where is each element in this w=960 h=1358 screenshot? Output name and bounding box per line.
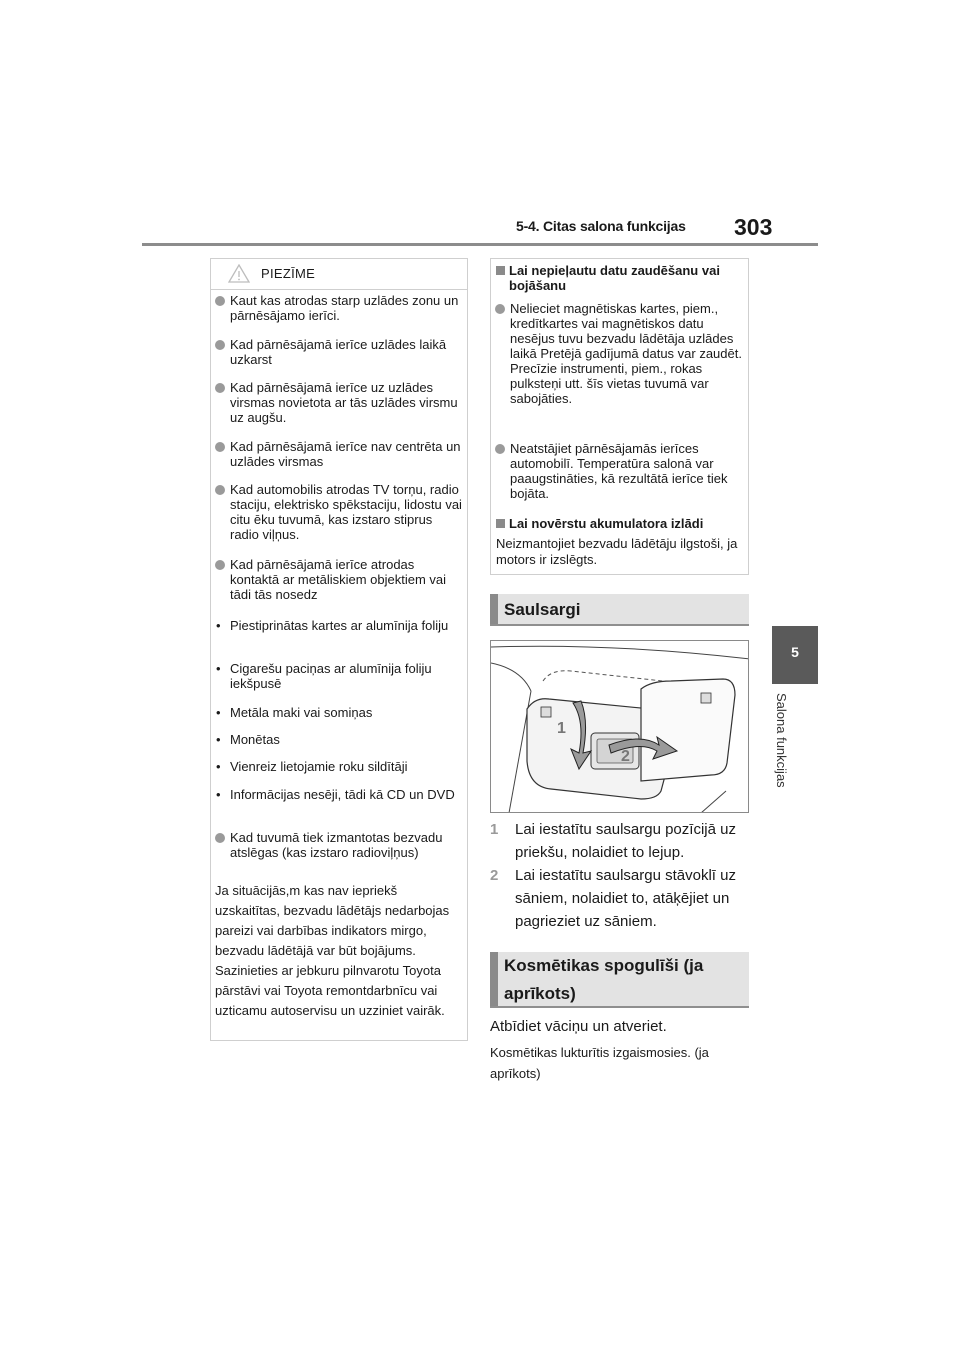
header-rule bbox=[142, 243, 818, 246]
note-title: PIEZĪME bbox=[261, 266, 316, 281]
chapter-label bbox=[774, 693, 808, 813]
warning-icon bbox=[228, 264, 250, 283]
mirror-note: Kosmētikas lukturītis izgaismosies. (ja aprīkots) bbox=[490, 1045, 709, 1081]
note-box: PIEZĪME Kaut kas atrodas starp uzlādes zonu un pārnēsājamo ierīci. Kad pārnēsājamā ierīce uzlādes laikā uzkarst Kad pārnēsājamā ierīce uz uzlādes virsmas novietota ar tās uzlādes virsmu uz augšu. Kad pārnēsājamā ierīce nav centrēta un uzlādes virsmas Kad automobilis atrodas TV torņu, radio staciju, elektrisko spēkstaciju, lidostu vai citu ēku tuvumā, kas izstaro stiprus radio viļņus. Kad pārnēsājamā ierīce atrodas kontaktā ar metāliskiem objektiem vai tādi tās nosedz • Piestiprinātas kartes ar alumīnija foliju • Cigarešu paciņas ar alumīnija foliju iekšpusē • Metāla maki vai somiņas • Monētas • Vienreiz lietojamie roku sildītāji • Informācijas nesēji, tādi kā CD un DVD Kad tuvumā tiek izmantotas bezvadu atslēgas (kas izstaro radioviļņus) Ja situācijās,m kas nav iepriekš uzskaitītas, bezvadu lādētājs nedarbojas pareizi vai darbības indikators mirgo, bezvadu lādētājā var būt bojājums. Sazinieties ar jebkuru pilnvarotu Toyota pārstāvi vai Toyota remontdarbnīcu vai uzticamu autoservisu un uzziniet vairāk. bbox=[210, 258, 468, 1041]
caution-text: Neizmantojiet bezvadu lādētāju ilgstoši, ja motors ir izslēgts. bbox=[496, 536, 738, 567]
bullet-circle-icon bbox=[215, 560, 225, 570]
page-number: 303 bbox=[734, 214, 773, 240]
square-bullet-icon bbox=[496, 519, 505, 528]
bullet-circle-icon bbox=[215, 383, 225, 393]
section-header-mirror: Kosmētikas spogulīši (ja aprīkots) bbox=[490, 952, 749, 1008]
caution-heading: Lai nepieļautu datu zaudēšanu vai bojāšanu bbox=[509, 263, 720, 293]
section-title: 5-4. Citas salona funkcijas bbox=[516, 218, 686, 234]
section-header-sunvisor: Saulsargi bbox=[490, 594, 749, 626]
bullet-circle-icon bbox=[215, 296, 225, 306]
bullet-circle-icon bbox=[495, 444, 505, 454]
square-bullet-icon bbox=[496, 266, 505, 275]
callout-1: 1 bbox=[557, 720, 566, 737]
sunvisor-drawing bbox=[491, 641, 749, 813]
mirror-instruction: Atbīdiet vāciņu un atveriet. bbox=[490, 1018, 667, 1035]
note-header bbox=[211, 259, 467, 290]
bullet-circle-icon bbox=[215, 485, 225, 495]
sunvisor-illustration bbox=[490, 640, 749, 813]
chapter-label-text: Salona funkcijas bbox=[774, 693, 789, 788]
bullet-circle-icon bbox=[215, 442, 225, 452]
caution-box: Lai nepieļautu datu zaudēšanu vai bojāšanu Nelieciet magnētiskas kartes, piem., kredītkartes vai magnētiskos datu nesējus tuvu bezvadu lādētāja uzlādes laikā Pretējā gadījumā datus var zaudēt. Precīzie instrumenti, piem., rokas pulksteņi utt. šīs vietas tuvumā var sabojāties. Neatstājiet pārnēsājamās ierīces automobilī. Temperatūra salonā var paaugstināties, kā rezultātā ierīce tiek bojāta. Lai novērstu akumulatora izlādi Neizmantojiet bezvadu lādētāju ilgstoši, ja motors ir izslēgts. bbox=[490, 258, 749, 575]
note-paragraph: Ja situācijās,m kas nav iepriekš uzskaitītas, bezvadu lādētājs nedarbojas pareizi vai darbības indikators mirgo, bezvadu lādētājā var būt bojājums. Sazinieties ar jebkuru pilnvarotu Toyota pārstāvi vai Toyota remontdarbnīcu vai uzticamu autoservisu un uzziniet vairāk. bbox=[215, 883, 450, 1018]
bullet-circle-icon bbox=[215, 340, 225, 350]
bullet-circle-icon bbox=[215, 833, 225, 843]
bullet-circle-icon bbox=[495, 304, 505, 314]
callout-2: 2 bbox=[621, 748, 630, 765]
caution-heading: Lai novērstu akumulatora izlādi bbox=[509, 516, 704, 531]
chapter-tab: 5 bbox=[772, 626, 818, 684]
